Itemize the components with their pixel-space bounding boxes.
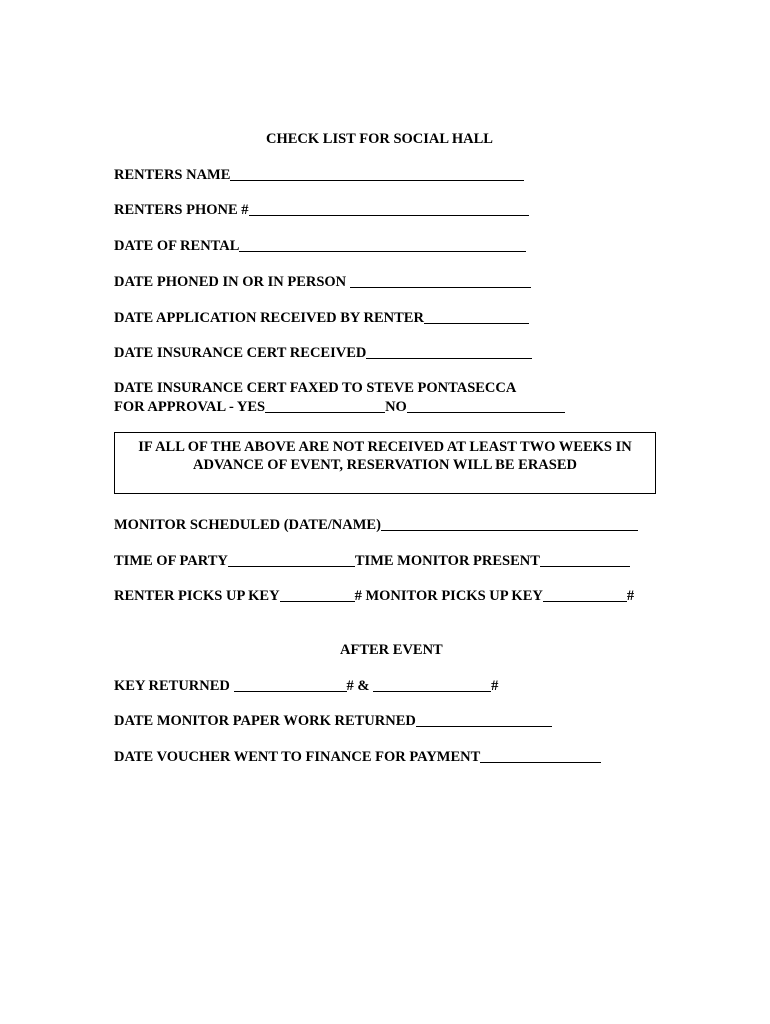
approval-yes-label: FOR APPROVAL - YES [114,399,266,415]
time-monitor-present-label: TIME MONITOR PRESENT [354,553,540,569]
date-insurance-faxed-label: DATE INSURANCE CERT FAXED TO STEVE PONTASECCA [114,380,517,396]
approval-no-label: NO [385,399,407,415]
key-returned-blank-2[interactable] [373,677,491,692]
renters-name-blank[interactable] [230,166,524,181]
voucher-row [114,748,601,766]
date-insurance-received-label: DATE INSURANCE CERT RECEIVED [114,345,367,361]
notice-line-1: IF ALL OF THE ABOVE ARE NOT RECEIVED AT LEAST TWO WEEKS IN [138,439,632,455]
voucher-label: DATE VOUCHER WENT TO FINANCE FOR PAYMENT [114,749,481,765]
monitor-scheduled-blank[interactable] [381,516,638,531]
time-of-party-label: TIME OF PARTY [114,553,228,569]
date-insurance-received-row [114,344,532,362]
date-application-blank[interactable] [424,309,529,324]
monitor-scheduled-row [114,516,638,534]
renter-key-blank[interactable] [280,587,355,602]
date-phoned-blank[interactable] [350,273,531,288]
date-insurance-received-blank[interactable] [366,344,532,359]
monitor-picks-up-key-label: # MONITOR PICKS UP KEY [354,588,543,604]
renters-name-label: RENTERS NAME [114,167,231,183]
renter-picks-up-key-label: RENTER PICKS UP KEY [114,588,280,604]
monitor-paperwork-label: DATE MONITOR PAPER WORK RETURNED [114,713,416,729]
date-application-label: DATE APPLICATION RECEIVED BY RENTER [114,310,424,326]
monitor-scheduled-label: MONITOR SCHEDULED (DATE/NAME) [114,517,381,533]
date-application-row [114,309,529,327]
monitor-paperwork-row [114,712,552,730]
time-of-party-blank[interactable] [228,552,355,567]
monitor-key-blank[interactable] [543,587,627,602]
renters-name-row [114,166,524,184]
renters-phone-row [114,201,529,219]
document-title: CHECK LIST FOR SOCIAL HALL [266,131,493,147]
key-returned-hash: # [491,678,499,694]
date-phoned-label: DATE PHONED IN OR IN PERSON [114,274,347,290]
key-returned-hash-amp: # & [346,678,370,694]
date-of-rental-row [114,237,526,255]
key-returned-row [114,677,498,695]
monitor-key-hash: # [626,588,635,604]
key-pickup-row [114,587,634,605]
key-returned-blank-1[interactable] [234,677,347,692]
approval-yes-blank[interactable] [265,398,385,413]
deadline-notice-box [114,432,656,494]
time-monitor-present-blank[interactable] [540,552,630,567]
after-event-heading: AFTER EVENT [340,642,443,658]
date-of-rental-blank[interactable] [239,237,526,252]
key-returned-label: KEY RETURNED [114,678,230,694]
approval-row [114,398,565,416]
date-phoned-row [114,273,531,291]
approval-no-blank[interactable] [407,398,565,413]
time-row [114,552,630,570]
date-of-rental-label: DATE OF RENTAL [114,238,240,254]
renters-phone-blank[interactable] [249,201,529,216]
voucher-blank[interactable] [480,748,601,763]
monitor-paperwork-blank[interactable] [416,712,552,727]
notice-line-2: ADVANCE OF EVENT, RESERVATION WILL BE ERASED [193,457,577,473]
date-insurance-faxed-row [114,379,516,397]
renters-phone-label: RENTERS PHONE # [114,202,249,218]
